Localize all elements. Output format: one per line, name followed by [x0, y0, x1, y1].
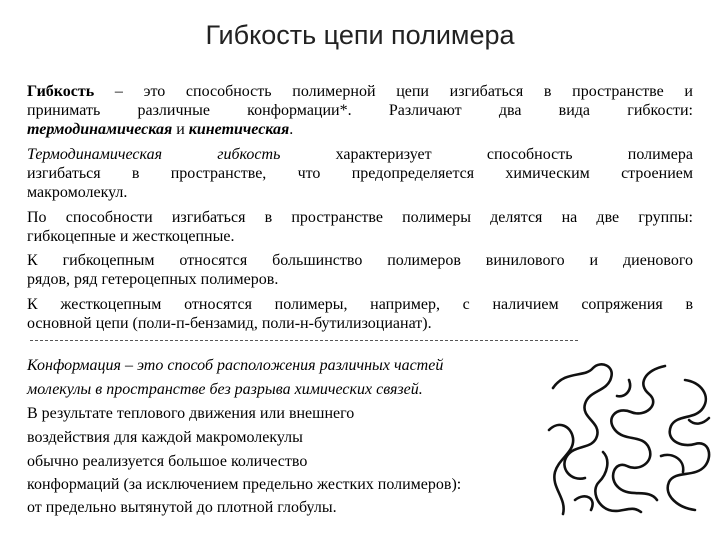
kind-kinetic: кинетическая — [188, 121, 290, 138]
conformations-line-1: В результате теплового движения или внешнего — [27, 405, 355, 422]
term-thermodynamic-flexibility: Термодинамическая гибкость — [27, 146, 281, 163]
flexible-chain-line-2: рядов, ряд гетероцепных полимеров. — [27, 271, 279, 288]
thermo-line-2: изгибаться в пространстве, что предопределяется химическим строением — [27, 165, 693, 182]
conformations-line-4: конформаций (за исключением предельно жестких полимеров): — [27, 476, 462, 493]
conformations-line-3: обычно реализуется большое количество — [27, 453, 308, 470]
kind-thermodynamic: термодинамическая — [27, 121, 173, 138]
definition-line-3 — [27, 120, 293, 139]
footnote-line-2: молекулы в пространстве без разрыва химических связей. — [27, 381, 423, 398]
definition-line-2: принимать различные конформации*. Различают два вида гибкости: — [27, 102, 693, 119]
flexible-chain-line-1: К гибкоцепным относятся большинство полимеров винилового и диенового — [27, 252, 693, 269]
term-flexibility: Гибкость — [27, 83, 95, 100]
rigid-chain-line-2: основной цепи (поли-п-бензамид, поли-н-бутилизоцианат). — [27, 315, 432, 332]
groups-line-2: гибкоцепные и жесткоцепные. — [27, 228, 235, 245]
tangled-polymer-chains-icon — [545, 360, 715, 520]
conformations-line-5: от предельно вытянутой до плотной глобулы. — [27, 499, 337, 516]
rigid-chain-line-1: К жесткоцепным относятся полимеры, например, с наличием сопряжения в — [27, 296, 693, 313]
definition-line-1 — [27, 82, 693, 101]
footnote-line-1: Конформация – это способ расположения различных частей — [27, 357, 444, 374]
slide-title: Гибкость цепи полимера — [205, 20, 515, 50]
footnote-separator — [30, 340, 578, 341]
thermo-line-1 — [27, 145, 693, 164]
definition-text: – это способность полимерной цепи изгибаться в пространстве и — [94, 83, 693, 100]
conformations-line-2: воздействия для каждой макромолекулы — [27, 429, 303, 446]
thermo-text: характеризует способность полимера — [280, 146, 693, 163]
groups-line-1: По способности изгибаться в пространстве полимеры делятся на две группы: — [27, 209, 693, 226]
thermo-line-3: макромолекул. — [27, 184, 128, 201]
conjunction: и — [172, 121, 189, 138]
period: . — [289, 121, 294, 138]
